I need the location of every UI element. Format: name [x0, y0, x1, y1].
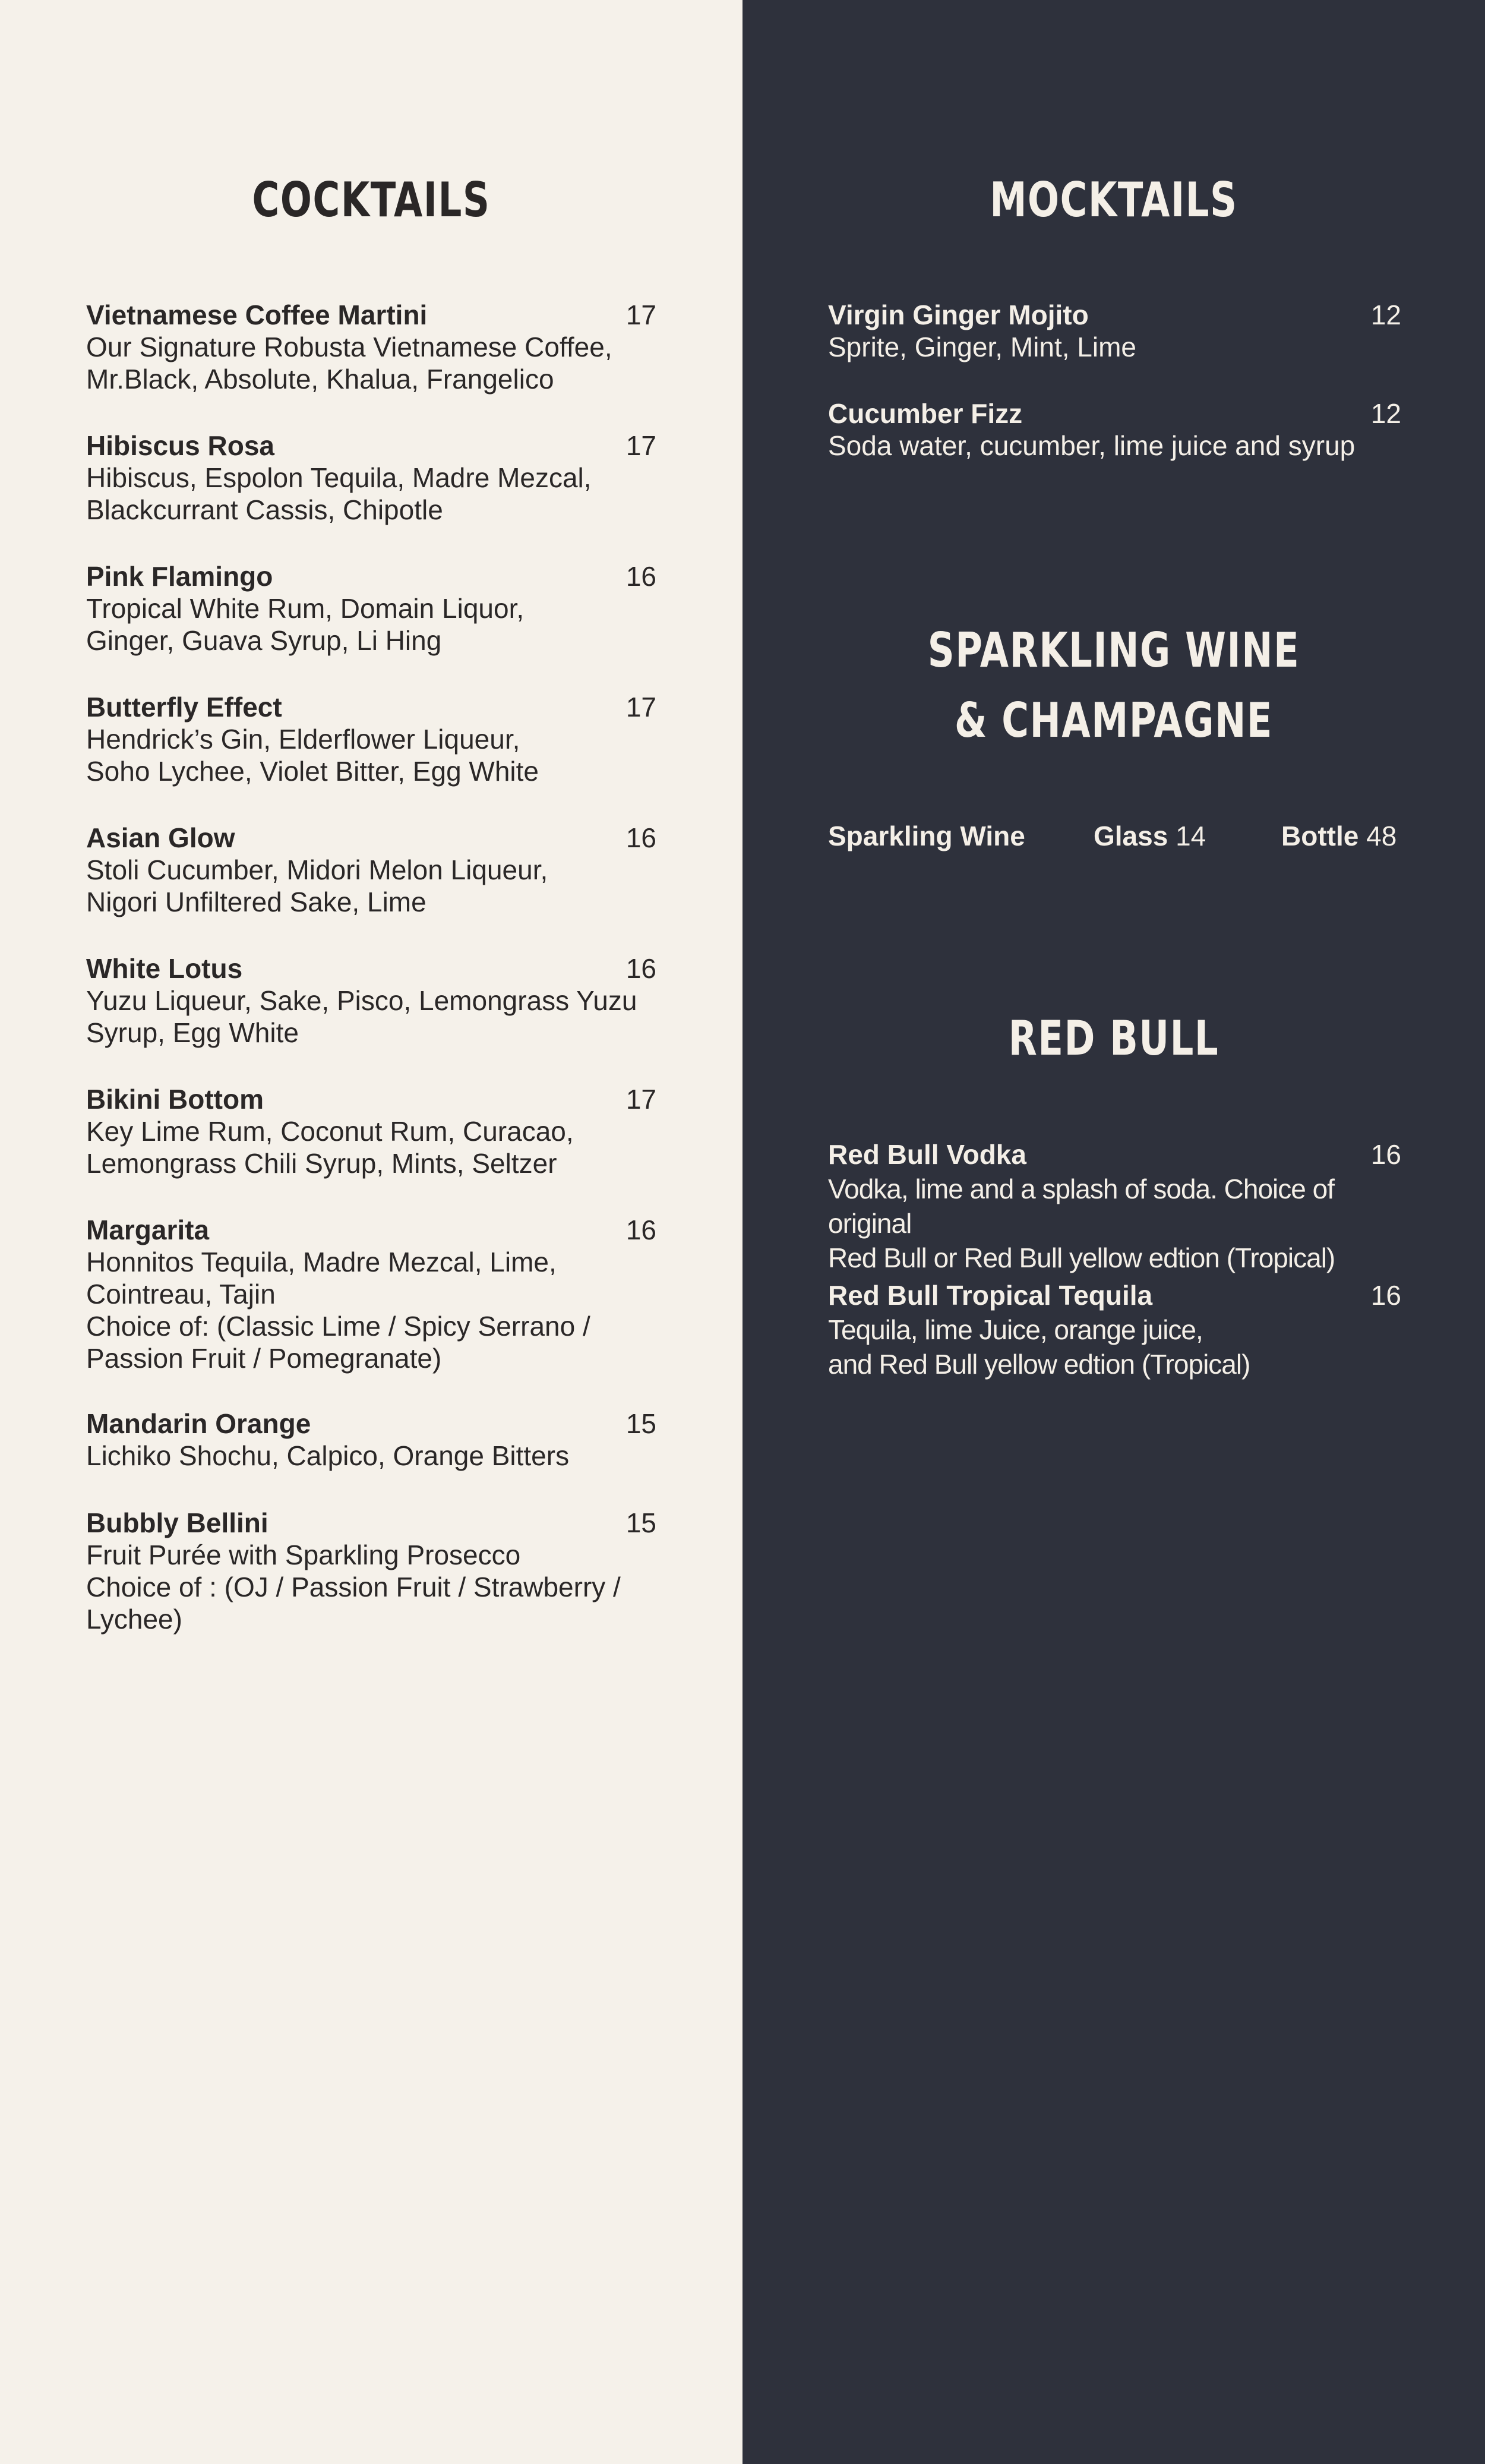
- menu-item-butterfly-effect: [86, 691, 656, 787]
- item-name: Butterfly Effect: [86, 692, 282, 723]
- item-description: Vodka, lime and a splash of soda. Choice of original Red Bull or Red Bull yellow edtion (Tropical): [828, 1173, 1335, 1273]
- item-description: Tequila, lime Juice, orange juice, and Red Bull yellow edtion (Tropical): [828, 1314, 1250, 1380]
- cocktails-panel: [0, 0, 742, 2464]
- item-price: 17: [625, 692, 656, 723]
- item-price: 16: [625, 1214, 656, 1245]
- sparkling-wine-name: Sparkling Wine: [828, 821, 1025, 851]
- drinks-panel: [742, 0, 1485, 2464]
- item-name: Red Bull Tropical Tequila: [828, 1280, 1153, 1311]
- item-price: 17: [625, 299, 656, 330]
- item-name: Margarita: [86, 1214, 210, 1245]
- item-name: Mandarin Orange: [86, 1408, 311, 1439]
- menu-item-vietnamese-coffee-martini: [86, 299, 656, 395]
- menu-item-mandarin-orange: [86, 1408, 656, 1472]
- item-price: 15: [625, 1507, 656, 1538]
- item-price: 17: [625, 1084, 656, 1115]
- item-description: Soda water, cucumber, lime juice and syrup: [828, 430, 1356, 461]
- item-price: 16: [625, 953, 656, 984]
- item-name: Hibiscus Rosa: [86, 430, 274, 461]
- item-name: Cucumber Fizz: [828, 398, 1023, 429]
- menu-item-hibiscus-rosa: [86, 430, 656, 526]
- item-description: Tropical White Rum, Domain Liquor, Ginger, Guava Syrup, Li Hing: [86, 593, 525, 656]
- sparkling-bottle-price: Bottle 48: [1281, 821, 1397, 851]
- item-price: 15: [625, 1408, 656, 1439]
- item-description: Hendrick’s Gin, Elderflower Liqueur, Soho Lychee, Violet Bitter, Egg White: [86, 724, 539, 787]
- item-name: Asian Glow: [86, 822, 235, 853]
- item-name: White Lotus: [86, 953, 243, 984]
- cocktails-heading: COCKTAILS: [252, 172, 491, 228]
- item-price: 16: [625, 561, 656, 592]
- item-price: 16: [1370, 1280, 1401, 1311]
- item-name: Pink Flamingo: [86, 561, 273, 592]
- menu-item-red-bull-vodka: [828, 1137, 1401, 1275]
- item-price: 12: [1370, 398, 1401, 429]
- redbull-heading: RED BULL: [1008, 1011, 1219, 1066]
- menu-item-white-lotus: [86, 952, 656, 1049]
- menu-item-cucumber-fizz: [828, 397, 1401, 462]
- item-description: Fruit Purée with Sparkling Prosecco Choice of : (OJ / Passion Fruit / Strawberry / Lychee): [86, 1539, 621, 1635]
- item-name: Bubbly Bellini: [86, 1507, 268, 1538]
- item-description: Key Lime Rum, Coconut Rum, Curacao, Lemongrass Chili Syrup, Mints, Seltzer: [86, 1116, 574, 1179]
- item-name: Bikini Bottom: [86, 1084, 264, 1115]
- menu-item-margarita: [86, 1214, 656, 1374]
- item-name: Red Bull Vodka: [828, 1139, 1026, 1170]
- item-name: Virgin Ginger Mojito: [828, 299, 1089, 330]
- menu-item-bubbly-bellini: [86, 1507, 656, 1635]
- menu-item-red-bull-tropical-tequila: [828, 1278, 1401, 1381]
- item-description: Hibiscus, Espolon Tequila, Madre Mezcal, Blackcurrant Cassis, Chipotle: [86, 462, 592, 525]
- item-price: 17: [625, 430, 656, 461]
- item-price: 16: [625, 822, 656, 853]
- sparkling-wine-row: [828, 820, 1404, 852]
- menu-item-bikini-bottom: [86, 1083, 656, 1179]
- sparkling-heading-line1: SPARKLING WINE: [927, 623, 1300, 678]
- menu-item-virgin-ginger-mojito: [828, 299, 1401, 363]
- item-description: Sprite, Ginger, Mint, Lime: [828, 332, 1136, 362]
- item-description: Lichiko Shochu, Calpico, Orange Bitters: [86, 1440, 570, 1471]
- item-description: Stoli Cucumber, Midori Melon Liqueur, Nigori Unfiltered Sake, Lime: [86, 854, 548, 917]
- menu-item-asian-glow: [86, 822, 656, 918]
- menu-item-pink-flamingo: [86, 560, 656, 657]
- item-description: Yuzu Liqueur, Sake, Pisco, Lemongrass Yuzu Syrup, Egg White: [86, 985, 637, 1048]
- item-description: Honnitos Tequila, Madre Mezcal, Lime, Cointreau, Tajin Choice of: (Classic Lime / Spicy Serrano / Passion Fruit / Pomegranate): [86, 1247, 590, 1374]
- item-name: Vietnamese Coffee Martini: [86, 299, 428, 330]
- item-price: 16: [1370, 1139, 1401, 1170]
- item-price: 12: [1370, 299, 1401, 330]
- sparkling-glass-price: Glass 14: [1094, 821, 1206, 851]
- sparkling-heading-line2: & CHAMPAGNE: [954, 693, 1274, 748]
- item-description: Our Signature Robusta Vietnamese Coffee, Mr.Black, Absolute, Khalua, Frangelico: [86, 332, 612, 395]
- mocktails-heading: MOCKTAILS: [990, 172, 1238, 228]
